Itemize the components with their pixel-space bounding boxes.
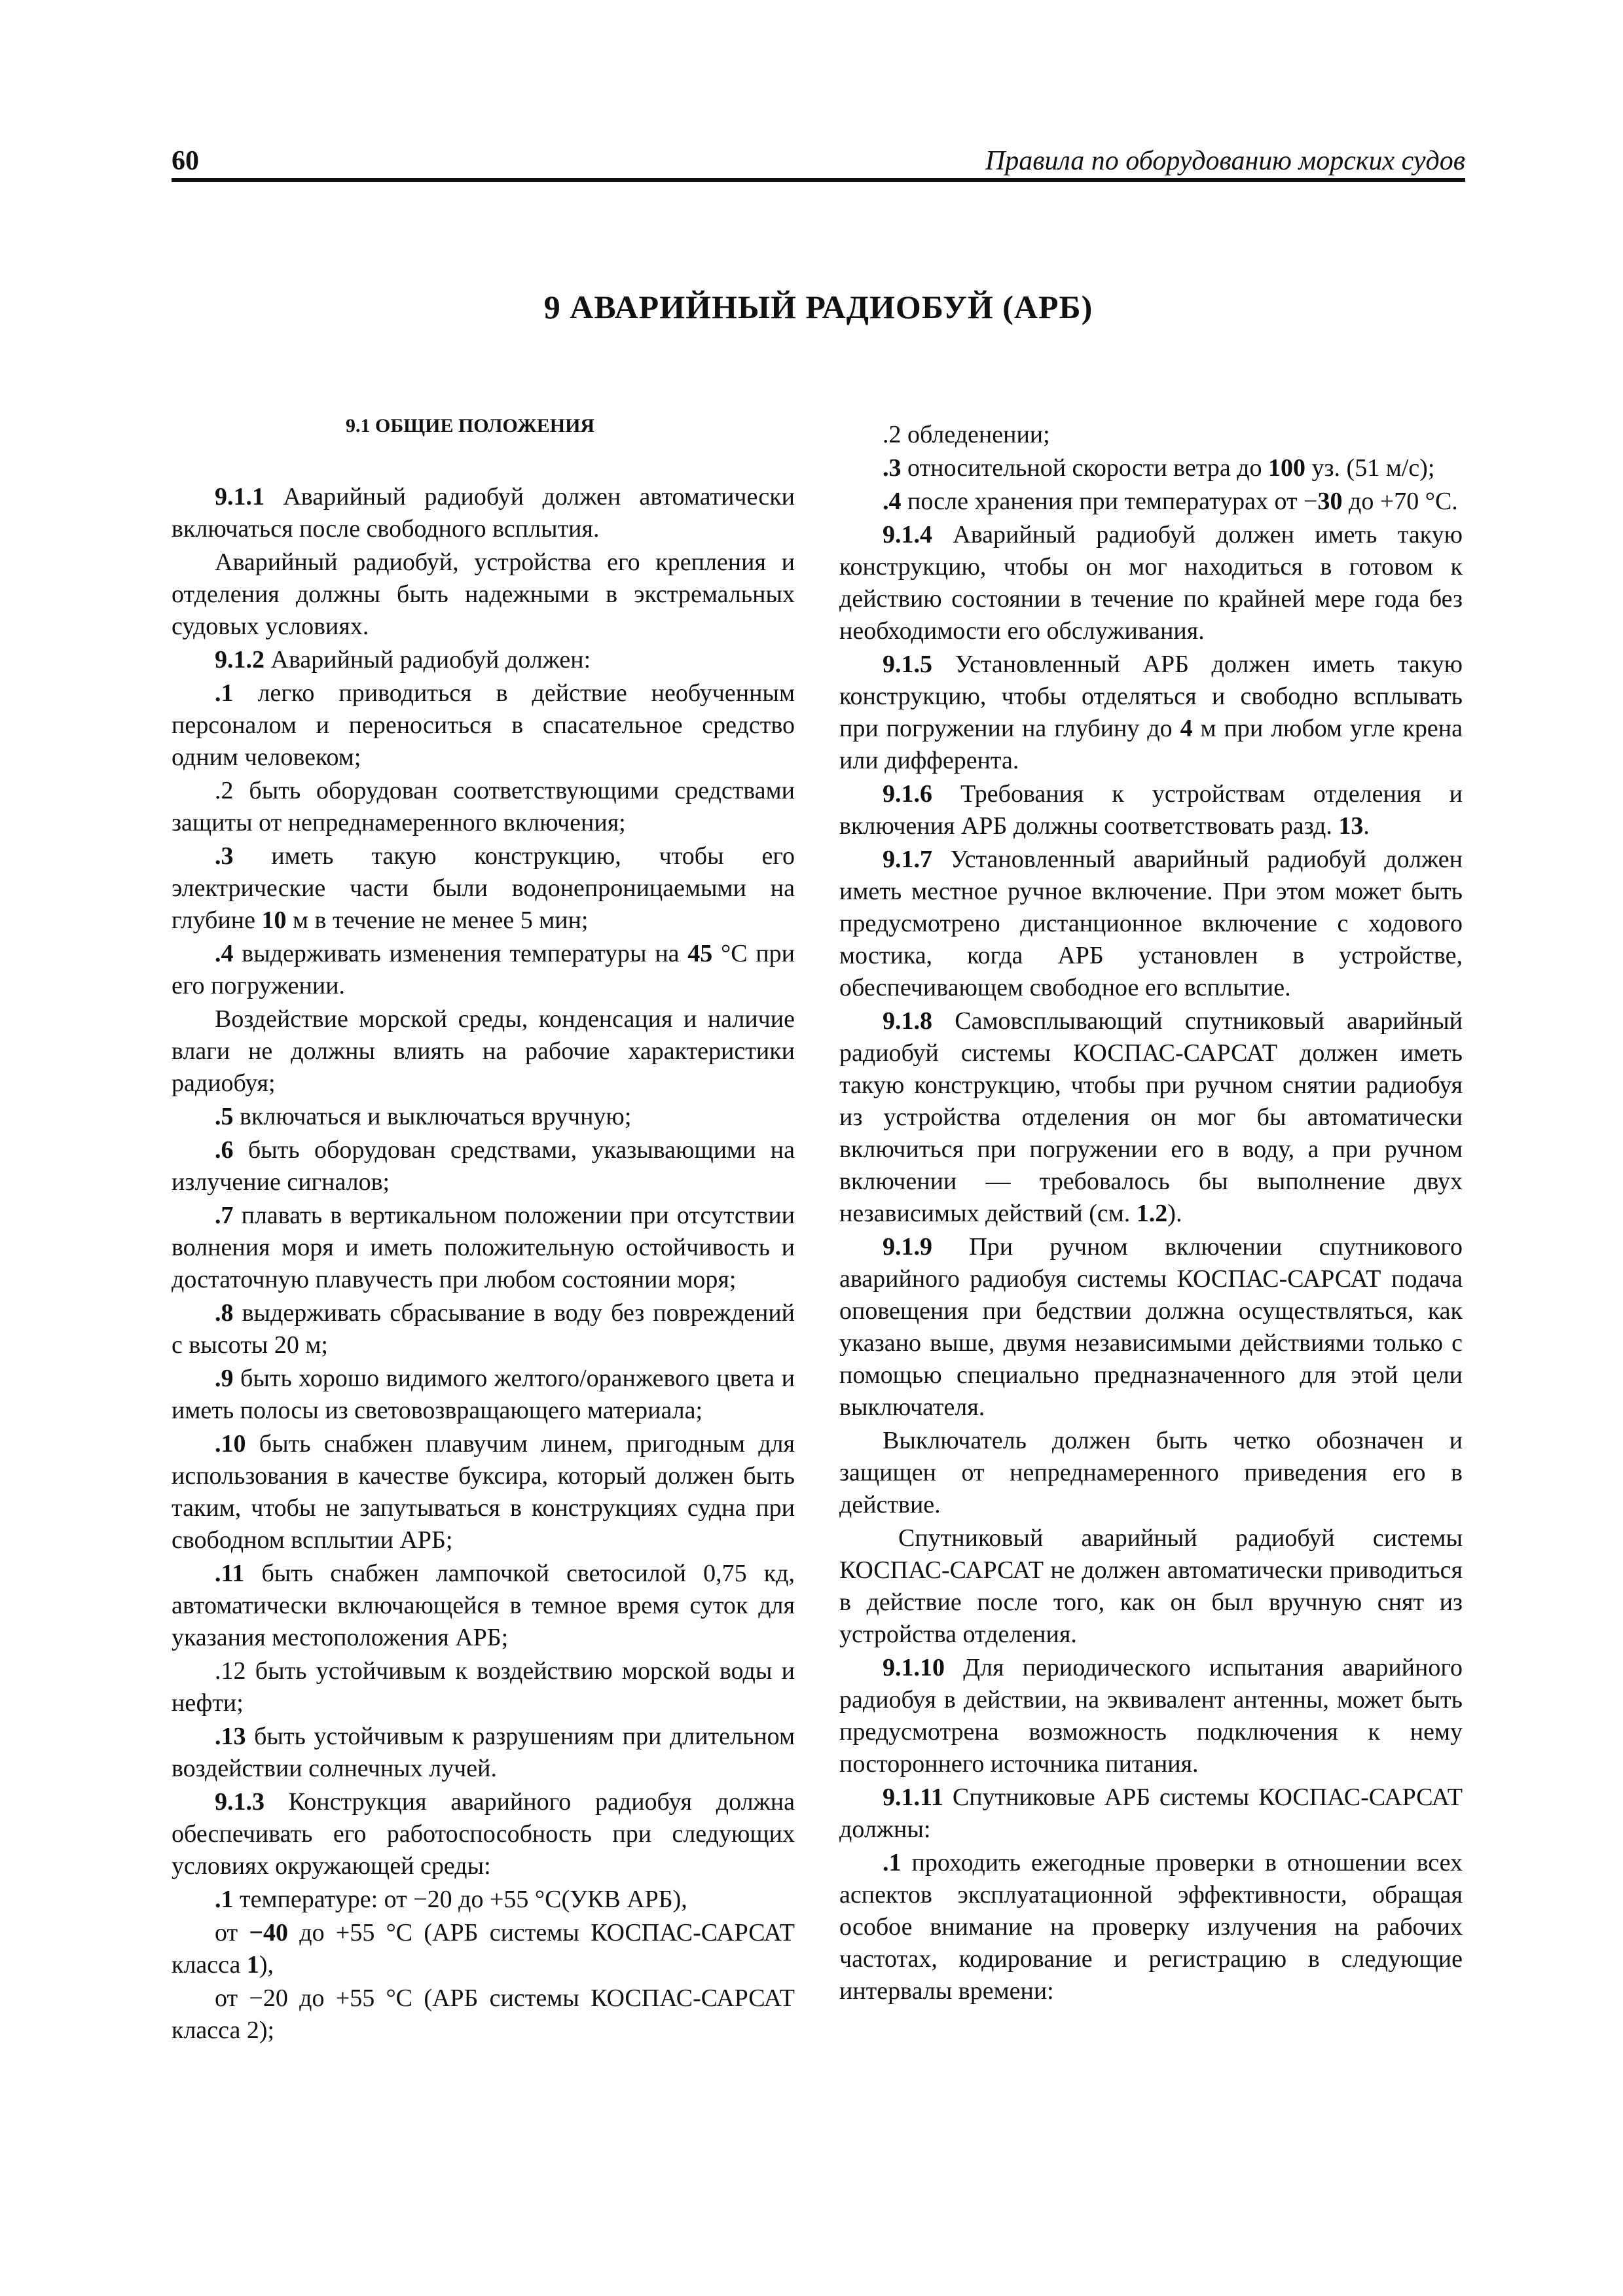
item-number: .5 bbox=[215, 1103, 234, 1130]
left-column bbox=[172, 406, 795, 2048]
item-text: выдерживать сбрасывание в воду без повреждений с высоты 20 м; bbox=[172, 1299, 795, 1359]
paragraph-text: Установленный АРБ должен иметь такую конструкцию, чтобы отделяться и свободно всплывать при погружении на глубину до bbox=[839, 651, 1463, 742]
item-text: быть устойчивым к разрушениям при длительном воздействии солнечных лучей. bbox=[172, 1723, 795, 1782]
right-column bbox=[839, 419, 1463, 2009]
header-rule bbox=[172, 178, 1465, 182]
paragraph bbox=[172, 481, 795, 545]
number: 100 bbox=[1268, 454, 1306, 482]
number: 4 bbox=[1180, 715, 1193, 742]
item-number: .1 bbox=[215, 679, 234, 707]
list-item bbox=[172, 1134, 795, 1198]
clause-number: 9.1.8 bbox=[883, 1007, 932, 1035]
paragraph: Аварийный радиобуй, устройства его крепления и отделения должны быть надежными в экстремальных судовых условиях. bbox=[172, 548, 795, 640]
item-number: .3 bbox=[215, 842, 234, 870]
item-text: проходить ежегодные проверки в отношении всех аспектов эксплуатационной эффективности, обращая особое внимание на проверку излучения на рабочих частотах, кодирование и регистрацию в следующие интервалы времени: bbox=[839, 1849, 1463, 2005]
item-text: до +55 °С (АРБ системы КОСПАС-САРСАТ класса bbox=[172, 1919, 795, 1979]
paragraph bbox=[839, 519, 1463, 647]
item-number: .6 bbox=[215, 1136, 234, 1164]
paragraph-text: Требования к устройствам отделения и включения АРБ должны соответствовать разд. bbox=[839, 780, 1463, 840]
item-number: .8 bbox=[215, 1299, 234, 1327]
paragraph bbox=[839, 1782, 1463, 1846]
number: 45 bbox=[687, 940, 713, 967]
paragraph bbox=[839, 649, 1463, 777]
paragraph bbox=[839, 1652, 1463, 1780]
list-item bbox=[172, 1428, 795, 1556]
paragraph-text: ). bbox=[1167, 1200, 1182, 1227]
paragraph-text: . bbox=[1363, 812, 1370, 840]
item-text: выдерживать изменения температуры на bbox=[233, 940, 688, 967]
number: 1 bbox=[246, 1951, 259, 1979]
item-text: быть снабжен лампочкой светосилой 0,75 кд, автоматически включающейся в темное время суток для указания местоположения АРБ; bbox=[172, 1560, 795, 1651]
paragraph bbox=[839, 1231, 1463, 1424]
list-item: .2 быть оборудован соответствующими средствами защиты от непреднамеренного включения; bbox=[172, 777, 795, 836]
paragraph-text: Для периодического испытания аварийного радиобуя в действии, на эквивалент антенны, может быть предусмотрена возможность подключения к нему постороннего источника питания. bbox=[839, 1654, 1463, 1778]
item-text: м в течение не менее 5 мин; bbox=[286, 906, 589, 934]
item-number: .1 bbox=[883, 1849, 902, 1876]
paragraph-text: Аварийный радиобуй должен: bbox=[264, 646, 591, 673]
item-number: .1 bbox=[215, 1886, 234, 1913]
paragraph-text: При ручном включении спутникового аварийного радиобуя системы КОСПАС-САРСАТ подача оповещения при бедствии должна осуществляться, как указано выше, двумя независимыми действиями только с помощью специально предназначенного для этой цели выключателя. bbox=[839, 1233, 1463, 1421]
item-number: .4 bbox=[215, 940, 234, 967]
list-item bbox=[172, 1917, 795, 1981]
list-item bbox=[172, 1101, 795, 1133]
clause-number: 9.1.10 bbox=[883, 1654, 945, 1681]
item-text: быть хорошо видимого желтого/оранжевого цвета и иметь полосы из световозвращающего материала; bbox=[172, 1365, 795, 1424]
chapter-title: 9 АВАРИЙНЫЙ РАДИОБУЙ (АРБ) bbox=[543, 289, 1093, 325]
clause-number: 9.1.1 bbox=[215, 483, 264, 511]
clause-number: 9.1.6 bbox=[883, 780, 932, 808]
item-text: быть оборудован средствами, указывающими на излучение сигналов; bbox=[172, 1136, 795, 1196]
list-item bbox=[172, 1297, 795, 1361]
paragraph-text: Спутниковые АРБ системы КОСПАС-САРСАТ должны: bbox=[839, 1784, 1463, 1843]
clause-number: 9.1.7 bbox=[883, 846, 932, 873]
item-number: .7 bbox=[215, 1202, 234, 1229]
list-item bbox=[839, 486, 1463, 518]
running-title: Правила по оборудованию морских судов bbox=[985, 146, 1465, 176]
list-item: от −20 до +55 °С (АРБ системы КОСПАС-САРСАТ класса 2); bbox=[172, 1984, 795, 2044]
item-text: температуре: от −20 до +55 °С(УКВ АРБ), bbox=[233, 1886, 687, 1913]
clause-number: 9.1.3 bbox=[215, 1788, 264, 1816]
item-text: от bbox=[215, 1919, 249, 1946]
item-text: плавать в вертикальном положении при отсутствии волнения моря и иметь положительную остойчивость и достаточную плавучесть при любом состоянии моря; bbox=[172, 1202, 795, 1293]
paragraph-text: м при любом угле крена или дифферента. bbox=[839, 715, 1463, 774]
list-item bbox=[172, 1363, 795, 1427]
clause-number: 9.1.5 bbox=[883, 651, 932, 678]
section-heading: 9.1 ОБЩИЕ ПОЛОЖЕНИЯ bbox=[346, 415, 595, 437]
number: 30 bbox=[1317, 488, 1343, 515]
list-item bbox=[172, 1558, 795, 1654]
item-number: .4 bbox=[883, 488, 902, 515]
list-item bbox=[839, 452, 1463, 484]
item-text: быть снабжен плавучим линем, пригодным для использования в качестве буксира, который должен быть таким, чтобы не запутываться в конструкциях судна при свободном всплытии АРБ; bbox=[172, 1430, 795, 1554]
clause-number: 9.1.2 bbox=[215, 646, 264, 673]
list-item bbox=[172, 1884, 795, 1916]
item-number: .9 bbox=[215, 1365, 234, 1392]
item-text: после хранения при температурах от − bbox=[901, 488, 1318, 515]
number: 13 bbox=[1338, 812, 1364, 840]
paragraph-text: Аварийный радиобуй должен иметь такую конструкцию, чтобы он мог находиться в готовом к действию состоянии в течение по крайней мере года без необходимости его обслуживания. bbox=[839, 521, 1463, 645]
list-item bbox=[172, 1721, 795, 1785]
item-number: .11 bbox=[215, 1560, 245, 1587]
list-item bbox=[172, 840, 795, 937]
number: −40 bbox=[249, 1919, 289, 1946]
paragraph: Воздействие морской среды, конденсация и наличие влаги не должны влиять на рабочие характеристики радиобуя; bbox=[172, 1005, 795, 1097]
page-number: 60 bbox=[172, 146, 199, 176]
list-item bbox=[172, 677, 795, 774]
number: 1.2 bbox=[1136, 1200, 1168, 1227]
clause-number: 9.1.11 bbox=[883, 1784, 943, 1811]
paragraph bbox=[839, 1005, 1463, 1230]
list-item bbox=[839, 1847, 1463, 2007]
paragraph bbox=[839, 844, 1463, 1004]
paragraph: Выключатель должен быть четко обозначен и защищен от непреднамеренного приведения его в действие. bbox=[839, 1427, 1463, 1518]
item-text: до +70 °С. bbox=[1342, 488, 1458, 515]
paragraph bbox=[839, 778, 1463, 842]
paragraph-text: Аварийный радиобуй должен автоматически включаться после свободного всплытия. bbox=[172, 483, 795, 543]
page-header bbox=[172, 145, 1465, 182]
item-number: .13 bbox=[215, 1723, 246, 1750]
item-text: легко приводиться в действие необученным персоналом и переноситься в спасательное средство одним человеком; bbox=[172, 679, 795, 771]
paragraph-text: Самовсплывающий спутниковый аварийный радиобуй системы КОСПАС-САРСАТ должен иметь такую конструкцию, чтобы при ручном снятии радиобуя из устройства отделения он мог бы автоматически включиться при погружении его в воду, а при ручном включении — требовалось бы выполнение двух независимых действий (см. bbox=[839, 1007, 1463, 1227]
clause-number: 9.1.9 bbox=[883, 1233, 932, 1261]
clause-number: 9.1.4 bbox=[883, 521, 932, 548]
list-item bbox=[172, 938, 795, 1002]
list-item: .12 быть устойчивым к воздействию морской воды и нефти; bbox=[172, 1657, 795, 1717]
number: 10 bbox=[261, 906, 287, 934]
list-item: .2 обледенении; bbox=[883, 421, 1050, 448]
item-text: включаться и выключаться вручную; bbox=[233, 1103, 632, 1130]
item-text: уз. (51 м/с); bbox=[1305, 454, 1435, 482]
item-text: относительной скорости ветра до bbox=[901, 454, 1269, 482]
paragraph bbox=[172, 644, 795, 676]
list-item bbox=[172, 1200, 795, 1296]
item-text: ), bbox=[259, 1951, 274, 1979]
paragraph-text: Установленный аварийный радиобуй должен иметь местное ручное включение. При этом может быть предусмотрено дистанционное включение с ходового мостика, когда АРБ установлен в устройстве, обеспечивающем свободное его всплытие. bbox=[839, 846, 1463, 1001]
item-text: °С при его погружении. bbox=[172, 940, 795, 999]
item-number: .3 bbox=[883, 454, 902, 482]
paragraph-text: Конструкция аварийного радиобуя должна обеспечивать его работоспособность при следующих условиях окружающей среды: bbox=[172, 1788, 795, 1880]
paragraph: Спутниковый аварийный радиобуй системы КОСПАС-САРСАТ не должен автоматически приводиться в действие после того, как он был вручную снят из устройства отделения. bbox=[839, 1524, 1463, 1648]
item-number: .10 bbox=[215, 1430, 246, 1458]
item-text: иметь такую конструкцию, чтобы его электрические части были водонепроницаемыми на глубине bbox=[172, 842, 795, 934]
paragraph bbox=[172, 1786, 795, 1882]
